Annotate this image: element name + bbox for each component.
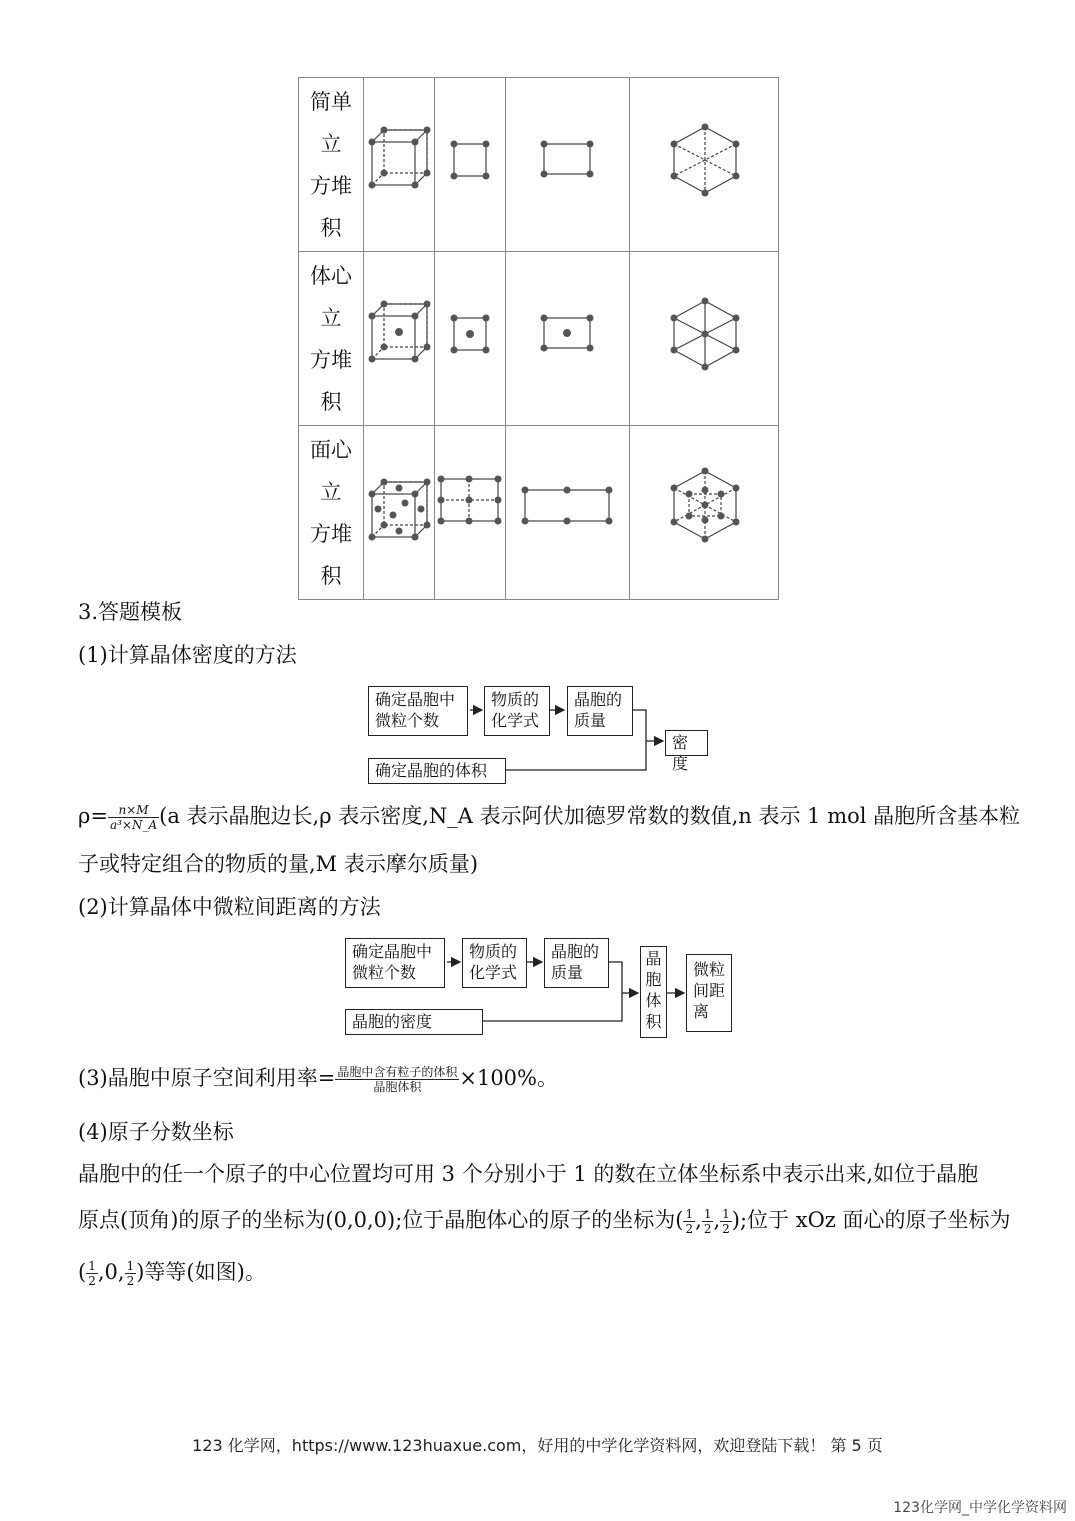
density-formula-line2: 子或特定组合的物质的量,M 表示摩尔质量) — [78, 852, 479, 876]
flow1-box-density: 密度 — [665, 730, 708, 756]
flow2-box-mass: 晶胞的 质量 — [544, 938, 609, 988]
utilization-fraction: $\frac{\text{晶胞中含有粒子的体积}}{\text{晶胞体积}}$ — [337, 1065, 458, 1094]
space-utilization-line: (3)晶胞中原子空间利用率= $\frac{\text{晶胞中含有粒子的体积}}{\text{晶胞体积}}$ ×100%。 — [78, 1065, 558, 1094]
item4-title: (4)原子分数坐标 — [78, 1120, 234, 1144]
flow2-box-density: 晶胞的密度 — [345, 1009, 483, 1035]
flow1-box-mass: 晶胞的 质量 — [567, 686, 633, 736]
flow1-box-formula: 物质的 化学式 — [484, 686, 550, 736]
item1-title: (1)计算晶体密度的方法 — [78, 643, 297, 667]
row-label-simple: 简单 立 方堆 积 — [299, 78, 364, 252]
half-fraction: $\frac{1}{2}$ — [685, 1207, 694, 1236]
density-fraction: $\frac{n\times M}{\text{a³×N\_A}}$ — [109, 803, 158, 832]
flow1-box-volume: 确定晶胞的体积 — [368, 758, 506, 784]
coord-para-line2: 原点(顶角)的原子的坐标为(0,0,0);位于晶胞体心的原子的坐标为( $\frac{1}{2}$ , $\frac{1}{2}$ , $\frac{1}{2}$ );位于 xOz 面心的原子坐标为 — [78, 1207, 1011, 1236]
item2-title: (2)计算晶体中微粒间距离的方法 — [78, 895, 381, 919]
flow2-box-particle-count: 确定晶胞中 微粒个数 — [345, 938, 445, 988]
half-fraction: $\frac{1}{2}$ — [88, 1259, 96, 1288]
flow2-arrows — [0, 900, 1075, 1050]
flow1-box-particle-count: 确定晶胞中 微粒个数 — [368, 686, 468, 736]
flow2-box-formula: 物质的 化学式 — [462, 938, 527, 988]
row-label-face: 面心 立 方堆 积 — [299, 426, 364, 600]
half-fraction: $\frac{1}{2}$ — [722, 1207, 730, 1236]
watermark: 123化学网_中学化学资料网 — [893, 1500, 1067, 1516]
coord-para-line3: ( $\frac{1}{2}$ ,0, $\frac{1}{2}$ )等等(如图)。 — [78, 1259, 266, 1288]
density-formula-line: ρ= $\frac{n\times M}{\text{a³×N\_A}}$ (a 表示晶胞边长,ρ 表示密度,N_A 表示阿伏加德罗常数的数值,n 表示 1 mol 晶胞所含基本粒 — [78, 803, 1021, 832]
section-title: 3.答题模板 — [78, 600, 183, 624]
page-footer: 123 化学网，https://www.123huaxue.com，好用的中学化学资料网，欢迎登陆下载！ 第 5 页 — [192, 1436, 883, 1455]
coord-para-line1: 晶胞中的任一个原子的中心位置均可用 3 个分别小于 1 的数在立体坐标系中表示出来,如位于晶胞 — [78, 1162, 979, 1186]
half-fraction: $\frac{1}{2}$ — [126, 1259, 135, 1288]
row-label-body: 体心 立 方堆 积 — [299, 252, 364, 426]
flow2-box-cell-volume: 晶 胞 体 积 — [640, 946, 667, 1038]
flow2-box-distance: 微粒 间距 离 — [686, 954, 732, 1032]
half-fraction: $\frac{1}{2}$ — [703, 1207, 712, 1236]
